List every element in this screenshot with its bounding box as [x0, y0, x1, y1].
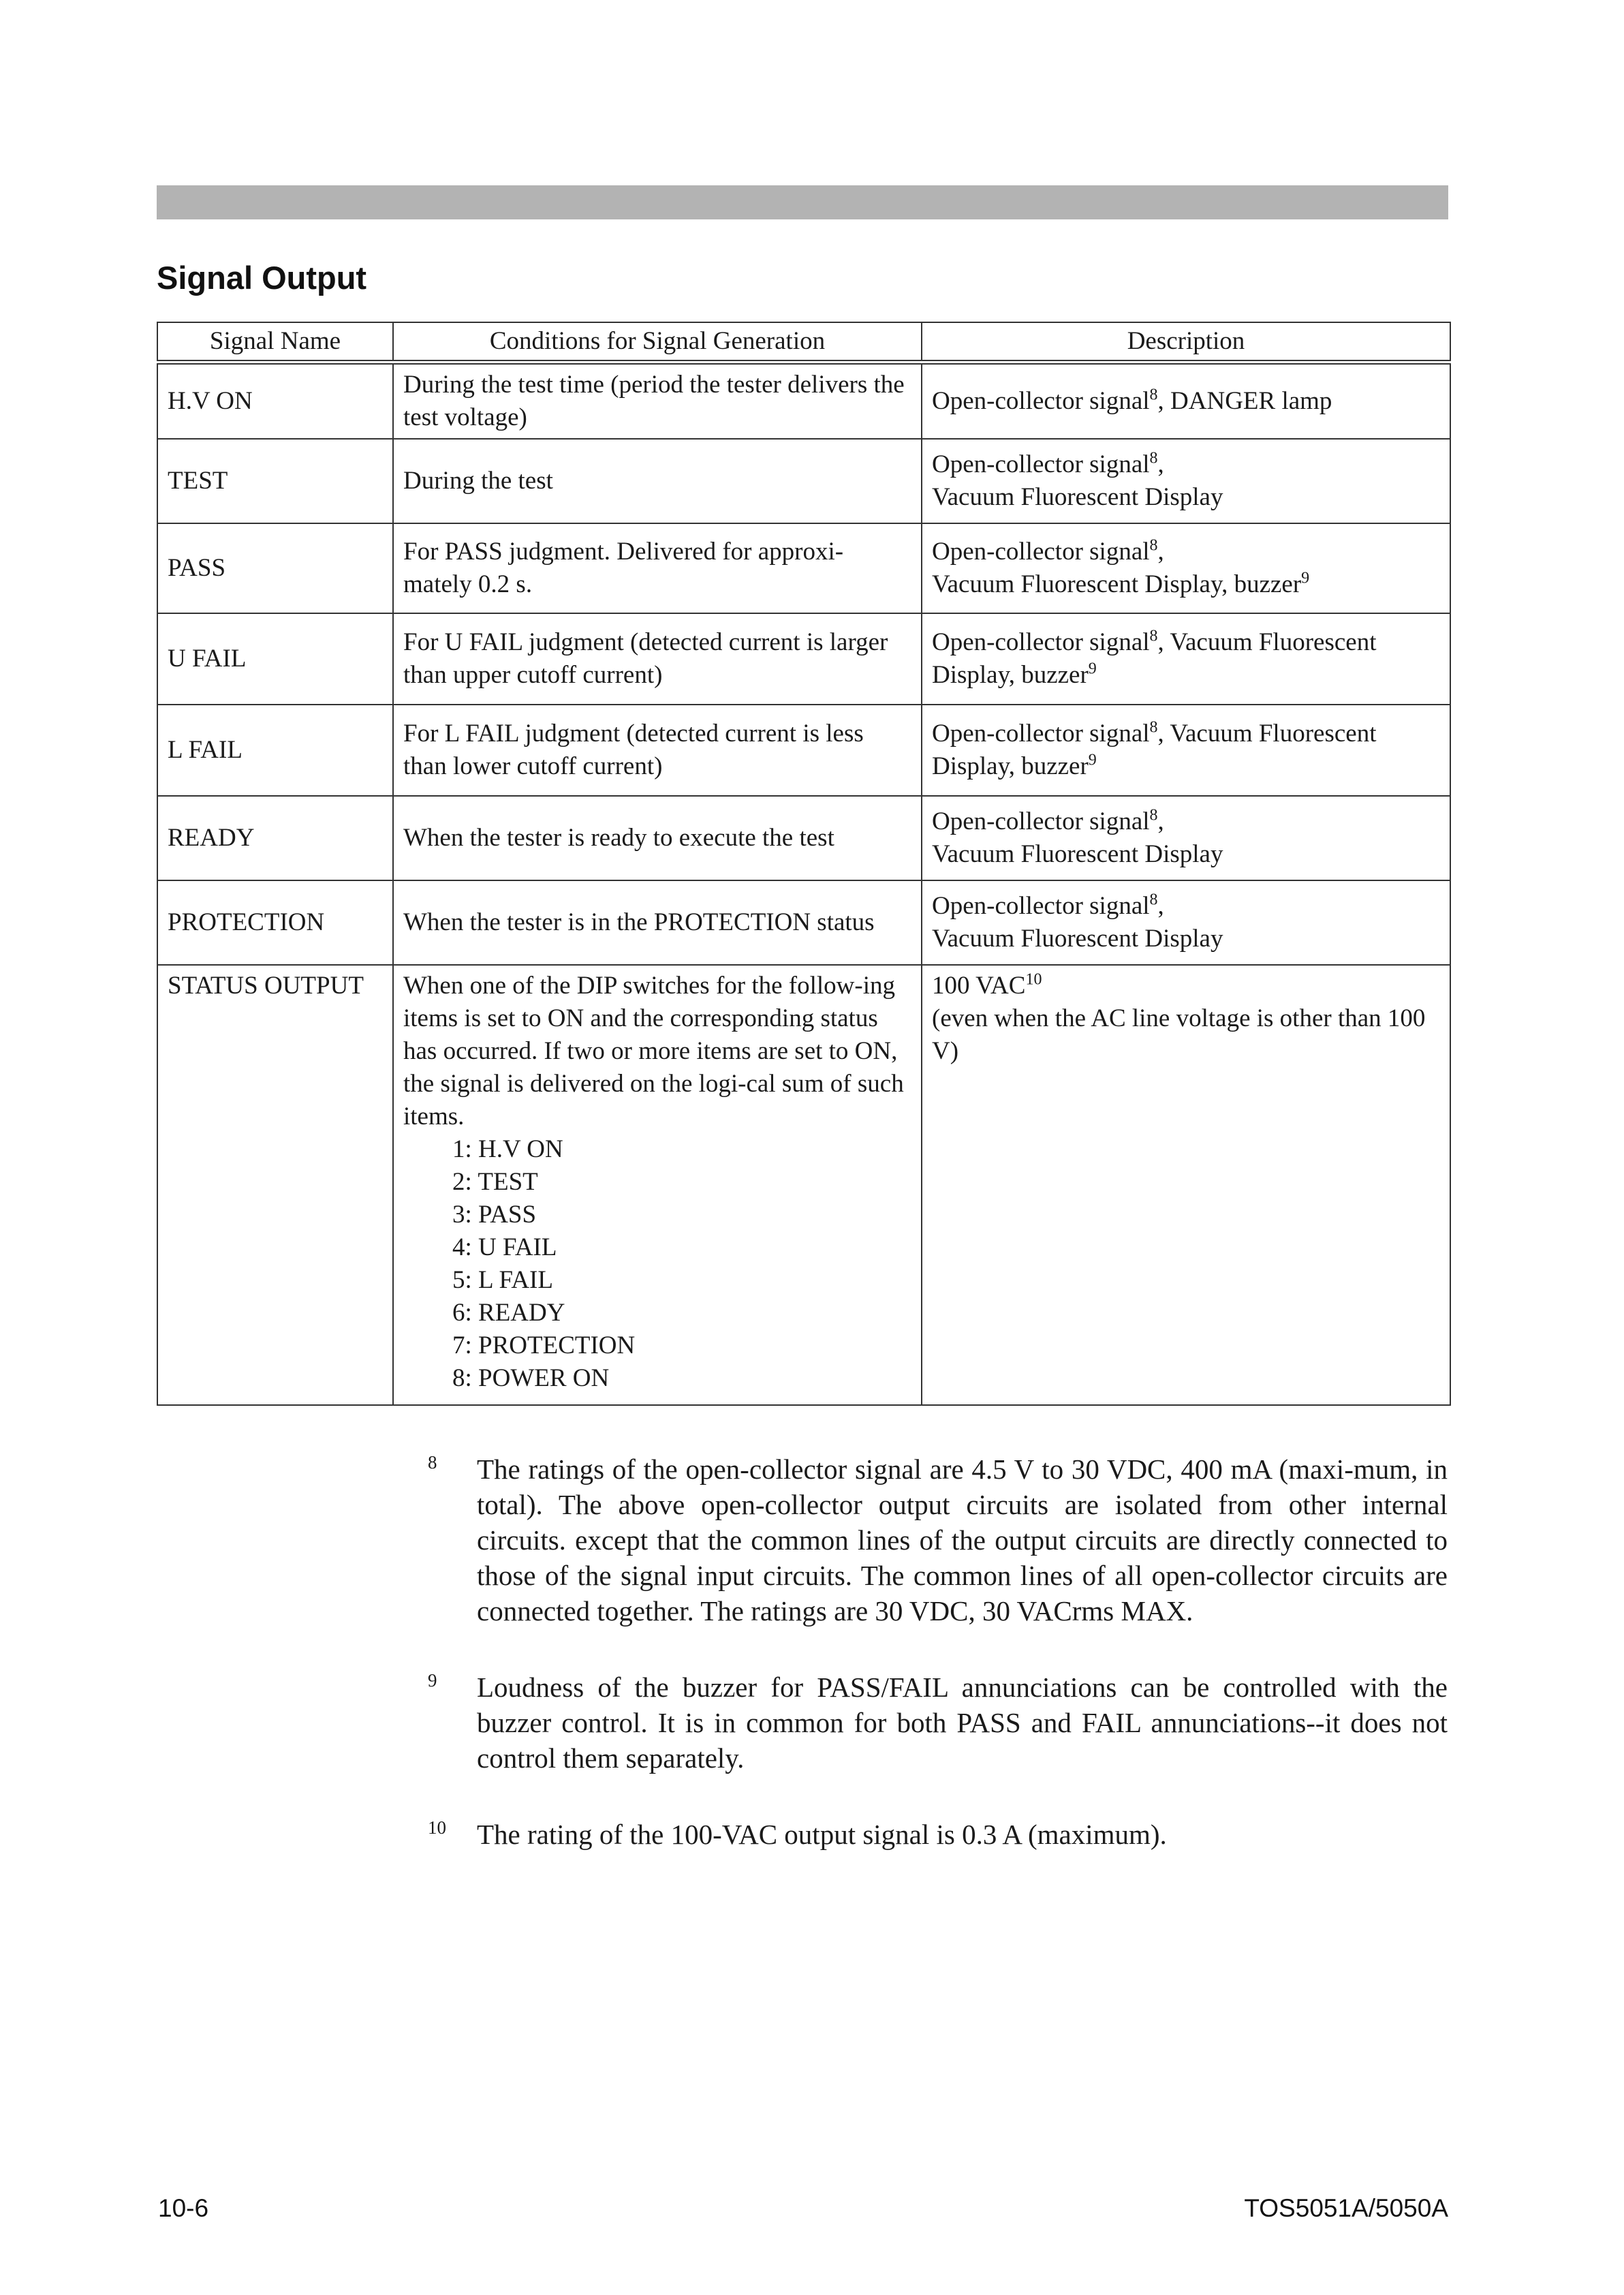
column-header-conditions: Conditions for Signal Generation: [393, 322, 922, 363]
description-cell: Open-collector signal$^8$, Vacuum Fluorescent Display, buzzer$^9$: [922, 705, 1450, 796]
description-cell: Open-collector signal$^8$, Vacuum Fluorescent Display, buzzer$^9$: [922, 613, 1450, 705]
list-item: 3: PASS: [452, 1201, 537, 1229]
list-item: 2: TEST: [452, 1168, 538, 1196]
section-title: Signal Output: [157, 260, 367, 296]
condition-cell: For U FAIL judgment (detected current is larger than upper cutoff current): [393, 613, 922, 705]
table-row: [157, 880, 1450, 965]
description-cell: Open-collector signal$^8$, Vacuum Fluorescent Display, buzzer$^9$: [922, 523, 1450, 613]
footnote: [429, 1817, 1448, 1852]
signal-name-cell: U FAIL: [157, 613, 393, 705]
signal-name-cell: STATUS OUTPUT: [157, 965, 393, 1405]
list-item: 1: H.V ON: [452, 1135, 563, 1163]
footnotes: [429, 1451, 1448, 1893]
table-row: [157, 439, 1450, 523]
footnote-text: The ratings of the open-collector signal are 4.5 V to 30 VDC, 400 mA (maxi-mum, in total). The above open-collector output circuits are isolated from other internal circuits. except that the common lines of the output circuits are directly connected to those of the signal input circuits. The common lines of all open-collector circuits are connected together. The ratings are 30 VDC, 30 VACrms MAX.: [477, 1453, 1448, 1627]
table-row: [157, 965, 1450, 1405]
table-row: [157, 363, 1450, 440]
model-name: TOS5051A/5050A: [1244, 2194, 1448, 2222]
page-number: 10-6: [158, 2194, 209, 2222]
description-cell: Open-collector signal$^8$, Vacuum Fluorescent Display: [922, 796, 1450, 880]
footnote-number: 10: [428, 1817, 446, 1838]
signal-name-cell: H.V ON: [157, 363, 393, 440]
list-item: 7: PROTECTION: [452, 1331, 636, 1359]
table-header-row: [157, 322, 1450, 363]
condition-cell: During the test time (period the tester delivers the test voltage): [393, 363, 922, 440]
column-header-signal-name: Signal Name: [157, 322, 393, 363]
signal-name-cell: L FAIL: [157, 705, 393, 796]
signal-name-cell: PROTECTION: [157, 880, 393, 965]
table-row: [157, 705, 1450, 796]
table-row: [157, 796, 1450, 880]
list-item: 8: POWER ON: [452, 1364, 610, 1392]
condition-cell: When the tester is in the PROTECTION status: [393, 880, 922, 965]
condition-cell: During the test: [393, 439, 922, 523]
dip-switch-items: [403, 1133, 911, 1395]
footnote-number: 8: [428, 1452, 437, 1473]
condition-cell: For L FAIL judgment (detected current is less than lower cutoff current): [393, 705, 922, 796]
table-row: [157, 613, 1450, 705]
condition-text: When one of the DIP switches for the follow-ing items is set to ON and the corresponding status has occurred. If two or more items are set to ON, the signal is delivered on the logi-cal sum of such items.: [403, 972, 904, 1130]
description-cell: Open-collector signal$^8$, Vacuum Fluorescent Display: [922, 880, 1450, 965]
footnote-text: The rating of the 100-VAC output signal is 0.3 A (maximum).: [477, 1819, 1167, 1850]
list-item: 4: U FAIL: [452, 1233, 557, 1261]
signal-name-cell: READY: [157, 796, 393, 880]
description-cell: Open-collector signal$^8$, Vacuum Fluorescent Display: [922, 439, 1450, 523]
list-item: 6: READY: [452, 1299, 565, 1327]
description-cell: 100 VAC$^{10}$ (even when the AC line voltage is other than 100 V): [922, 965, 1450, 1405]
footnote: [429, 1669, 1448, 1776]
description-cell: Open-collector signal$^8$, DANGER lamp: [922, 363, 1450, 440]
table-row: [157, 523, 1450, 613]
condition-cell: When the tester is ready to execute the test: [393, 796, 922, 880]
footnote: [429, 1451, 1448, 1629]
footnote-text: Loudness of the buzzer for PASS/FAIL annunciations can be controlled with the buzzer control. It is in common for both PASS and FAIL annunciations--it does not control them separately.: [477, 1672, 1448, 1774]
signal-output-table: [157, 322, 1451, 1406]
signal-name-cell: TEST: [157, 439, 393, 523]
condition-cell: [393, 965, 922, 1405]
section-header-bar: [157, 185, 1448, 219]
condition-cell: For PASS judgment. Delivered for approxi-mately 0.2 s.: [393, 523, 922, 613]
footnote-number: 9: [428, 1670, 437, 1691]
list-item: 5: L FAIL: [452, 1266, 553, 1294]
signal-name-cell: PASS: [157, 523, 393, 613]
column-header-description: Description: [922, 322, 1450, 363]
